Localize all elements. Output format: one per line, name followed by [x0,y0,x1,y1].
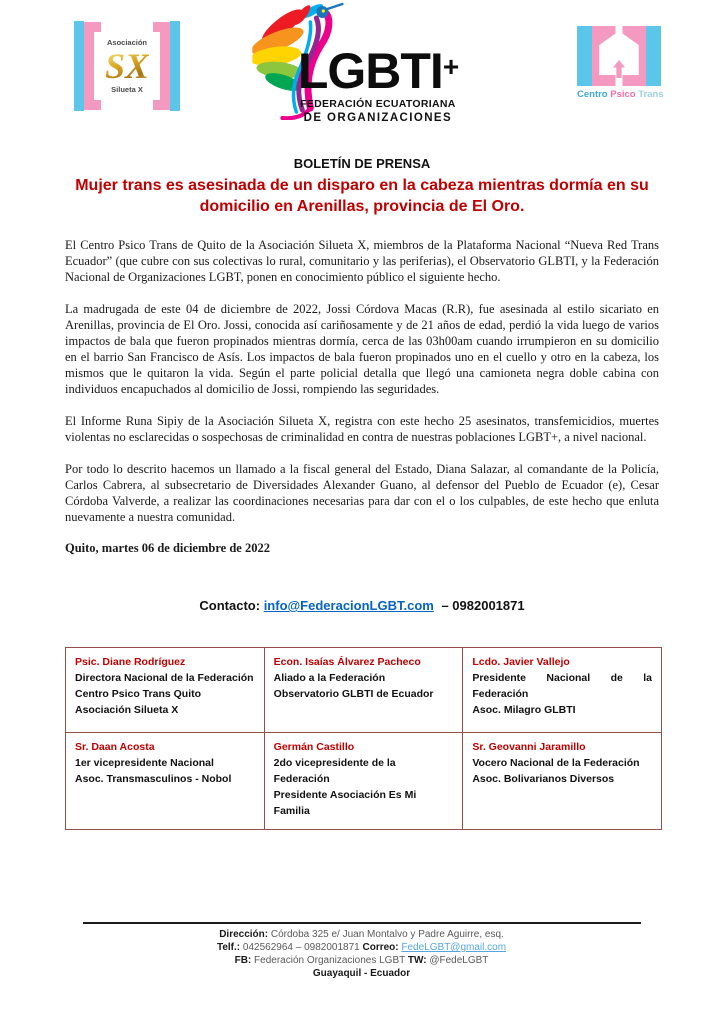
silueta-x-logo-text [101,22,153,110]
contact-name: Sr. Daan Acosta [75,741,155,753]
table-row [66,648,662,733]
lgbti-acronym-text: LGBTI [297,43,443,99]
footer-email-link[interactable]: FedeLGBT@gmail.com [401,942,507,953]
lgbti-acronym [297,42,460,99]
contact-name: Psic. Diane Rodríguez [75,656,186,668]
paragraph-1: El Centro Psico Trans de Quito de la Asociación Silueta X, miembros de la Plataforma Nacional “Nueva Red Trans Ecuador” (que cubre con sus colectivas lo rural, comunitario y las periferias), el Observatorio GLBTI, y la Federación Nacional de Organizaciones LGBT, ponen en conocimiento público el siguiente hecho. [65,238,659,284]
cpt-word-centro: Centro [577,89,608,100]
contact-org: Asoc. Transmasculinos - Nobol [75,773,232,785]
lgbti-plus-sign: + [442,51,460,82]
contact-org: Observatorio GLBTI de Ecuador [273,688,434,700]
federation-name [292,98,464,125]
trans-flag-bar-left-icon [74,21,84,111]
footer-tw-value: @FedeLGBT [429,955,489,966]
footer-divider [83,922,641,924]
contact-name: Econ. Isaías Álvarez Pacheco [273,656,421,668]
paragraph-4: Por todo lo descrito hacemos un llamado a la fiscal general del Estado, Diana Salazar, al comandante de la Policía, Carlos Cabrera, al subsecretario de Diversidades Alexander Guano, al defensor del Pueblo de Ecuador (e), Cesar Córdoba Valverde, a realizar las coordinaciones necesarias para dar con el o los culpables, de este hecho que enluta nuevamente a nuestra comunidad. [65,462,659,524]
footer-fb-value: Federación Organizaciones LGBT [254,955,406,966]
cpt-word-psico: Psico [610,89,636,100]
lgbti-federation-logo [252,2,467,138]
cpt-word-trans: Trans [638,89,664,100]
trans-flag-house-icon [577,26,661,86]
contact-name: Sr. Geovanni Jaramillo [472,741,586,753]
body-paragraphs [65,237,659,525]
silueta-x-initials: SX [104,46,150,86]
footer-address-label: Dirección: [219,929,269,940]
paragraph-3: El Informe Runa Sipiy de la Asociación Silueta X, registra con este hecho 25 asesinatos, transfemicidios, muertes violentas no esclarecidas o sospechosas de criminalidad en contra de nuestras poblaciones LGBT+, a nivel nacional. [65,414,659,444]
footer-tw-label: TW: [407,955,427,966]
footer-email-label: Correo: [362,942,399,953]
contact-cell-daan-acosta [66,733,265,830]
contact-label: Contacto: [199,598,261,613]
header [0,0,723,142]
footer-fb-label: FB: [234,955,252,966]
contact-cell-diane-rodriguez [66,648,265,733]
pink-bracket-left-icon [84,22,101,110]
centro-psico-trans-logo [577,26,663,100]
table-row [66,733,662,830]
dateline: Quito, martes 06 de diciembre de 2022 [65,541,270,555]
contact-org: Presidente Asociación Es Mi Familia [273,789,417,817]
contact-cell-isaias-alvarez [264,648,463,733]
contact-cell-geovanni-jaramillo [463,733,662,830]
bulletin-content [0,156,723,830]
federation-name-line1: FEDERACIÓN ECUATORIANA [300,98,456,110]
footer-city: Guayaquil - Ecuador [312,968,411,979]
contact-email-link[interactable]: info@FederacionLGBT.com [263,598,434,613]
contact-cell-german-castillo [264,733,463,830]
trans-flag-bar-right-icon [170,21,180,111]
bulletin-kicker: BOLETÍN DE PRENSA [293,156,431,171]
contact-org: Centro Psico Trans Quito [75,688,202,700]
footer-address-line [0,928,723,941]
silueta-x-logo [74,20,180,112]
contact-org: Asoc. Milagro GLBTI [472,704,576,716]
silueta-x-bottom-label: Silueta X [111,85,143,94]
federation-name-line2: DE ORGANIZACIONES [303,112,453,124]
footer [0,922,723,980]
contact-role: Vocero Nacional de la Federación [472,757,640,769]
contact-name: Lcdo. Javier Vallejo [472,656,570,668]
bulletin-headline: Mujer trans es asesinada de un disparo en la cabeza mientras dormía en su domicilio en Arenillas, provincia de El Oro. [75,177,649,215]
contact-role: Presidente Nacional de la Federación [472,672,652,700]
contact-phone: – 0982001871 [441,598,525,613]
footer-social-line [0,954,723,967]
contact-role: Directora Nacional de la Federación [75,672,254,684]
contact-name: Germán Castillo [273,741,355,753]
contact-role: 2do vicepresidente de la Federación [273,757,396,785]
footer-address-value: Córdoba 325 e/ Juan Montalvo y Padre Aguirre, esq. [270,929,504,940]
contact-cell-javier-vallejo [463,648,662,733]
contact-org: Asoc. Bolivarianos Diversos [472,773,615,785]
paragraph-2: La madrugada de este 04 de diciembre de 2022, Jossi Córdova Macas (R.R), fue asesinada al estilo sicariato en Arenillas, provincia de El Oro. Jossi, conocida así cariñosamente y de 21 años de edad, perdió la vida luego de varios impactos de bala que fueron propinados mientras dormía, cerca de las 03h00am cuando irrumpieron en su domicilio en el barrio San Francisco de Asís. Los impactos de bala fueron propinados uno en el cuello y otro en la cabeza, los mismos que le quitaron la vida. Según el parte policial detalla que llegó una camioneta negra doble cabina con individuos encapuchados al domicilio de Jossi, rompiendo las seguridades. [65,302,659,396]
contact-role: 1er vicepresidente Nacional [75,757,214,769]
contacts-table [65,647,662,830]
pink-bracket-right-icon [153,22,170,110]
footer-phone-value: 042562964 – 0982001871 [242,942,360,953]
footer-phone-label: Telf.: [216,942,241,953]
contact-role: Aliado a la Federación [273,672,386,684]
contact-org: Asociación Silueta X [75,704,179,716]
footer-phone-line [0,941,723,954]
centro-psico-trans-caption [577,89,663,100]
contact-line [65,598,659,613]
silueta-x-top-label: Asociación [106,38,147,47]
